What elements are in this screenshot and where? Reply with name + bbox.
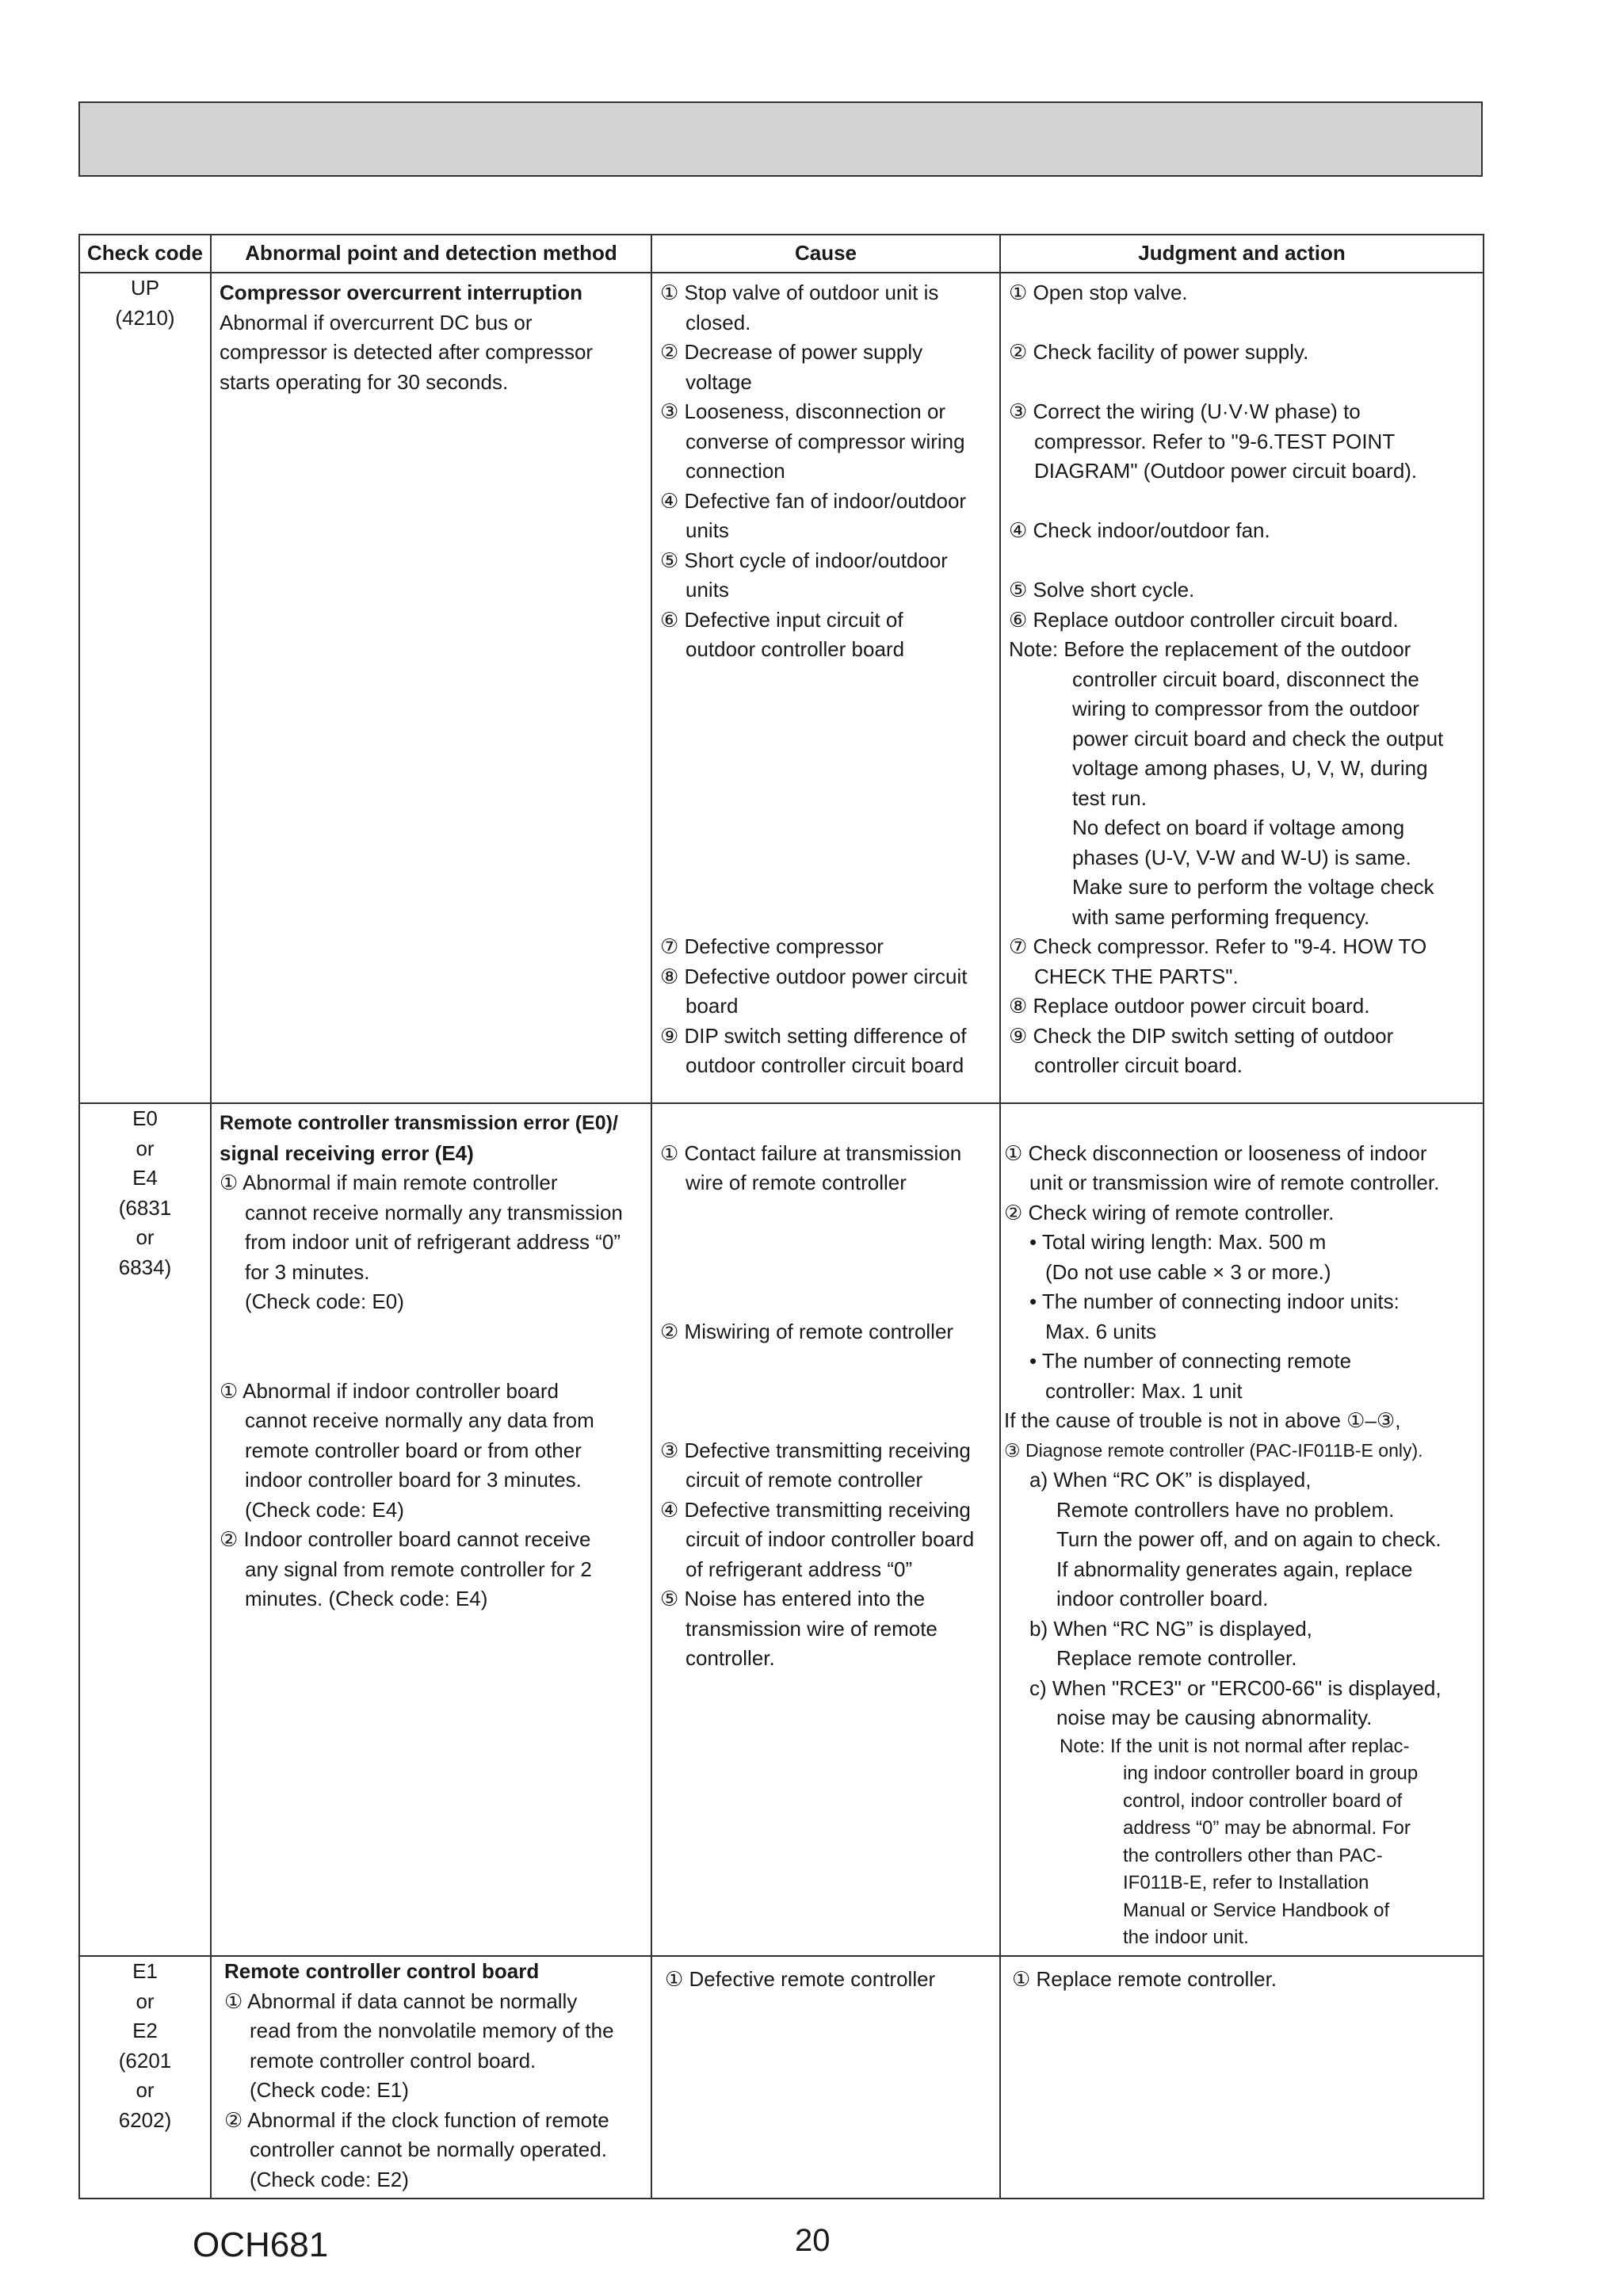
action-cell: ① Check disconnection or looseness of indoor unit or transmission wire of remote controller. ② Check wiring of remote controller. • Total wiring length: Max. 500 m (Do not use cable × 3 or more.) • The number of connecting indoor units: Max. 6 units • The number of connecting remote controller: Max. 1 unit If the cause of trouble is not in above ①–③, ③ Diagnose remote controller (PAC-IF011B-E only). a) When “RC OK” is displayed, Remote controllers have no problem. Turn the power off, and on again to check. If abnormality generates again, replace indoor controller board. b) When “RC NG” is displayed, Replace remote controller. c) When "RCE3" or "ERC00-66" is displayed, noise may be causing abnormality. Note: If the unit is not normal after replac- ing indoor controller board in group control, indoor controller board of address “0” may be abnormal. For the controllers other than PAC- IF011B-E, refer to Installation Manual or Service Handbook of the indoor unit. — [1000, 1103, 1484, 1956]
model-number: OCH681 — [193, 2225, 329, 2264]
action-cell: ① Open stop valve. ② Check facility of power supply. ③ Correct the wiring (U·V·W phase) to compressor. Refer to "9-6.TEST POINT DIAGRAM" (Outdoor power circuit board). ④ Check indoor/outdoor fan. ⑤ Solve short cycle. ⑥ Replace outdoor controller circuit board. Note: Before the replacement of the outdoor controller circuit board, disconnect the wiring to compressor from the outdoor power circuit board and check the output voltage among phases, U, V, W, during test run. No defect on board if voltage among phases (U-V, V-W and W-U) is same. Make sure to perform the voltage check with same performing frequency. ⑦ Check compressor. Refer to "9-4. HOW TO CHECK THE PARTS". ⑧ Replace outdoor power circuit board. ⑨ Check the DIP switch setting of outdoor controller circuit board. — [1000, 273, 1484, 1103]
cause-cell: ① Contact failure at transmission wire of remote controller ② Miswiring of remote controller ③ Defective transmitting receiving circuit of remote controller ④ Defective transmitting receiving circuit of indoor controller board of refrigerant address “0” ⑤ Noise has entered into the transmission wire of remote controller. — [651, 1103, 1000, 1956]
table-header-row — [79, 235, 1484, 273]
detection-cell: Remote controller control board ① Abnormal if data cannot be normally read from the nonvolatile memory of the remote controller control board. (Check code: E1) ② Abnormal if the clock function of remote controller cannot be normally operated. (Check code: E2) — [211, 1956, 651, 2199]
header-cause: Cause — [651, 235, 1000, 273]
action-cell: ① Replace remote controller. — [1000, 1956, 1484, 2199]
check-code-cell: UP (4210) — [79, 273, 211, 1103]
page-number: 20 — [795, 2223, 831, 2258]
cause-cell: ① Stop valve of outdoor unit is closed. ② Decrease of power supply voltage ③ Looseness, disconnection or converse of compressor wiring connection ④ Defective fan of indoor/outdoor units ⑤ Short cycle of indoor/outdoor units ⑥ Defective input circuit of outdoor controller board ⑦ Defective compressor ⑧ Defective outdoor power circuit board ⑨ DIP switch setting difference of outdoor controller circuit board — [651, 273, 1000, 1103]
check-code-cell: E1 or E2 (6201 or 6202) — [79, 1956, 211, 2199]
detection-cell: Compressor overcurrent interruption Abnormal if overcurrent DC bus or compressor is detected after compressor starts operating for 30 seconds. — [211, 273, 651, 1103]
header-check-code: Check code — [79, 235, 211, 273]
cause-cell: ① Defective remote controller — [651, 1956, 1000, 2199]
table-row — [79, 1103, 1484, 1956]
detection-cell: Remote controller transmission error (E0)/ signal receiving error (E4) ① Abnormal if main remote controller cannot receive normally any transmission from indoor unit of refrigerant address “0” for 3 minutes. (Check code: E0) ① Abnormal if indoor controller board cannot receive normally any data from remote controller board or from other indoor controller board for 3 minutes. (Check code: E4) ② Indoor controller board cannot receive any signal from remote controller for 2 minutes. (Check code: E4) — [211, 1103, 651, 1956]
header-action: Judgment and action — [1000, 235, 1484, 273]
table-row — [79, 1956, 1484, 2199]
troubleshooting-table — [78, 234, 1484, 2199]
section-header-bar — [78, 101, 1483, 177]
header-detection: Abnormal point and detection method — [211, 235, 651, 273]
table-row — [79, 273, 1484, 1103]
check-code-cell: E0 or E4 (6831 or 6834) — [79, 1103, 211, 1956]
